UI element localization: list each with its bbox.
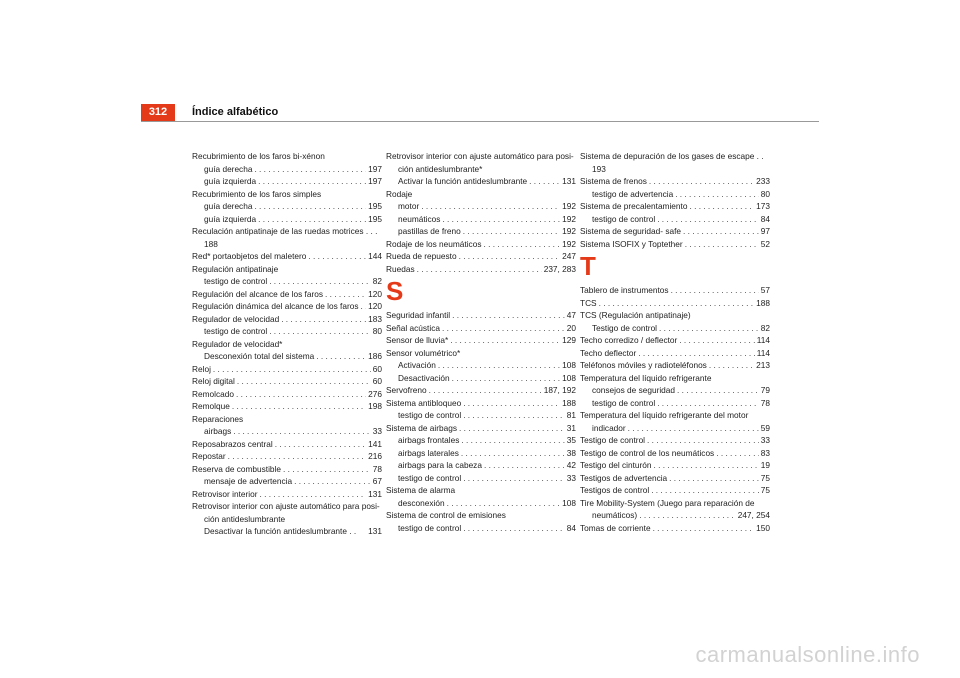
- page-reference: 31: [566, 422, 576, 433]
- leader-dots: [463, 225, 560, 238]
- index-heading: Recubrimiento de los faros simples: [192, 188, 322, 199]
- leader-dots: [325, 288, 366, 301]
- page-reference: 144: [368, 251, 382, 261]
- index-entry-label: guía derecha: [204, 201, 253, 211]
- leader-dots: [447, 497, 561, 510]
- index-entry-label: Reposabrazos central: [192, 438, 273, 449]
- index-entry-label: testigo de control: [592, 213, 656, 224]
- page-reference: 233: [756, 176, 770, 186]
- leader-dots: [659, 322, 759, 335]
- index-subentry: [192, 425, 382, 438]
- leader-dots: [649, 175, 754, 188]
- index-subentry: [192, 275, 382, 288]
- index-entry-label: Rodaje de los neumáticos: [386, 238, 482, 249]
- page-reference: 35: [566, 435, 576, 445]
- page-reference: 81: [566, 410, 576, 420]
- leader-dots: [463, 522, 565, 535]
- index-entry-label: Red* portaobjetos del maletero: [192, 251, 307, 261]
- page-reference: 150: [756, 522, 770, 533]
- index-subentry: [386, 434, 576, 447]
- index-heading: Sensor volumétrico*: [386, 347, 461, 358]
- leader-dots: [228, 450, 366, 463]
- page-reference: 131: [368, 488, 382, 499]
- index-entry: [192, 300, 382, 313]
- page-reference: 33: [760, 435, 770, 445]
- index-entry: [192, 400, 382, 413]
- leader-dots: [599, 297, 755, 310]
- page-reference: 186: [368, 351, 382, 361]
- page-reference: 84: [760, 213, 770, 224]
- index-entry-label: Sistema antibloqueo: [386, 397, 462, 408]
- page-title: Índice alfabético: [192, 106, 279, 118]
- leader-dots: [647, 434, 759, 447]
- page-reference: 60: [372, 363, 382, 374]
- page-reference: 78: [760, 397, 770, 408]
- index-entry-label: guía izquierda: [204, 213, 257, 224]
- index-entry-label: airbags laterales: [398, 447, 459, 458]
- page-reference: 67: [372, 476, 382, 486]
- leader-dots: [442, 213, 560, 226]
- page-reference: 84: [566, 522, 576, 533]
- index-entry: [192, 500, 382, 525]
- page-reference: 192: [562, 238, 576, 249]
- index-entry-label: Retrovisor interior con ajuste automático para posi-: [386, 151, 574, 161]
- leader-dots: [671, 284, 759, 297]
- index-subentry: [386, 459, 576, 472]
- leader-dots: [677, 384, 759, 397]
- index-entry-label: Sistema de frenos: [580, 176, 647, 186]
- index-entry-label: Seguridad infantil: [386, 310, 451, 320]
- leader-dots: [653, 522, 755, 535]
- page-reference: 19: [760, 460, 770, 470]
- page-reference: 82: [760, 322, 770, 333]
- leader-dots: [639, 509, 736, 522]
- page-reference: 52: [760, 238, 770, 249]
- index-entry: [192, 363, 382, 376]
- leader-dots: [463, 409, 565, 422]
- leader-dots: [628, 422, 759, 435]
- leader-dots: [484, 459, 565, 472]
- leader-dots: [417, 263, 542, 276]
- index-entry: [580, 150, 770, 175]
- index-entry-label: consejos de seguridad: [592, 385, 676, 395]
- index-entry-label: Techo corredizo / deflector: [580, 335, 678, 345]
- index-entry: [580, 347, 770, 360]
- leader-dots: [308, 250, 366, 263]
- index-subentry: [386, 447, 576, 460]
- index-entry-label: Repostar: [192, 451, 226, 461]
- index-entry-continuation: [580, 509, 770, 522]
- index-entry: [192, 463, 382, 476]
- index-subentry: [192, 175, 382, 188]
- page-reference: 213: [756, 360, 770, 370]
- index-entry-label: testigo de control: [398, 472, 462, 483]
- leader-dots: [254, 163, 366, 176]
- index-entry-continuation: 193: [592, 163, 606, 174]
- index-entry: [580, 334, 770, 347]
- leader-dots: [529, 175, 560, 188]
- index-entry-label: Sistema de precalentamiento: [580, 201, 688, 211]
- index-entry-label: mensaje de advertencia: [204, 476, 293, 486]
- index-subentry: [192, 163, 382, 176]
- index-entry: [386, 384, 576, 397]
- index-entry: [192, 488, 382, 501]
- index-entry: [580, 359, 770, 372]
- index-subentry: [580, 397, 770, 410]
- index-entry: [386, 397, 576, 410]
- index-entry: [580, 459, 770, 472]
- index-entry-label: Reloj: [192, 363, 211, 374]
- page-reference: 131: [562, 176, 576, 186]
- page-reference: 108: [562, 497, 576, 508]
- index-entry-label: Tomas de corriente: [580, 522, 651, 533]
- index-entry: [192, 388, 382, 401]
- index-entry: [580, 297, 770, 310]
- index-subentry: [386, 409, 576, 422]
- page-reference: 60: [372, 376, 382, 386]
- index-column-3: [580, 150, 770, 534]
- page-reference: 216: [368, 451, 382, 461]
- leader-dots: [669, 472, 759, 485]
- watermark: carmanualsonline.info: [695, 642, 920, 667]
- leader-dots: [463, 472, 565, 485]
- leader-dots: [657, 213, 759, 226]
- page-reference: 79: [760, 385, 770, 395]
- page-reference: 42: [566, 460, 576, 470]
- leader-dots: [269, 275, 371, 288]
- page-reference: 129: [562, 335, 576, 345]
- leader-dots: [442, 322, 565, 335]
- index-entry-label: guía derecha: [204, 163, 253, 174]
- index-subentry: [386, 359, 576, 372]
- index-entry-label: Testigo del cinturón: [580, 460, 652, 470]
- index-entry: [386, 150, 576, 175]
- index-entry-label: Desconexión total del sistema: [204, 351, 315, 361]
- index-subentry: [386, 175, 576, 188]
- header-divider: [141, 121, 819, 122]
- page-reference: 80: [372, 326, 382, 336]
- index-subentry: [580, 213, 770, 226]
- index-entry: [192, 313, 382, 326]
- index-entry-label: Remolcado: [192, 388, 234, 399]
- leader-dots: [675, 188, 759, 201]
- page-number: 312: [141, 104, 175, 121]
- index-subentry: [386, 200, 576, 213]
- index-subentry: [386, 522, 576, 535]
- leader-dots: [236, 388, 366, 401]
- leader-dots: [294, 475, 371, 488]
- leader-dots: [461, 447, 565, 460]
- leader-dots: [689, 200, 754, 213]
- leader-dots: [685, 238, 759, 251]
- index-entry: [580, 472, 770, 485]
- index-entry: [386, 322, 576, 335]
- index-subentry: [386, 497, 576, 510]
- page-header: [0, 0, 960, 125]
- page-reference: 195: [368, 213, 382, 224]
- index-entry-label: Servofreno: [386, 385, 427, 395]
- index-entry-label: Reloj digital: [192, 376, 235, 386]
- index-heading: TCS (Regulación antipatinaje): [580, 310, 691, 320]
- index-subentry: [192, 525, 382, 538]
- leader-dots: [259, 488, 366, 501]
- page-reference: 120: [368, 288, 382, 299]
- index-entry-label: Testigo de control de los neumáticos: [580, 447, 715, 458]
- index-entry-label: Retrovisor interior: [192, 488, 258, 499]
- index-entry: [192, 225, 382, 250]
- index-entry-label: Regulación del alcance de los faros: [192, 288, 323, 299]
- index-entry: [580, 225, 770, 238]
- index-entry: [386, 309, 576, 322]
- index-subentry: [386, 225, 576, 238]
- index-heading: Sistema de control de emisiones: [386, 510, 506, 520]
- index-heading: Recubrimiento de los faros bi-xénon: [192, 151, 325, 161]
- index-entry-label: Ruedas: [386, 263, 415, 274]
- leader-dots: [258, 175, 366, 188]
- leader-dots: [258, 213, 366, 226]
- index-entry: [386, 422, 576, 435]
- leader-dots: [281, 313, 366, 326]
- page-reference: 78: [372, 463, 382, 474]
- page-reference: 120: [368, 301, 382, 311]
- index-entry-label: Remolque: [192, 401, 230, 411]
- page-reference: 108: [562, 372, 576, 383]
- leader-dots: [438, 359, 560, 372]
- leader-dots: [463, 397, 560, 410]
- index-subentry: [580, 322, 770, 335]
- leader-dots: [683, 225, 759, 238]
- section-letter: S: [386, 276, 404, 306]
- page-reference: 192: [562, 226, 576, 236]
- page-reference: 83: [760, 447, 770, 458]
- index-entry: [580, 434, 770, 447]
- page-reference: 20: [566, 322, 576, 333]
- index-entry-label: Tire Mobility-System (Juego para reparación de: [580, 497, 755, 508]
- page-reference: 187, 192: [543, 385, 576, 395]
- index-entry-label: Rueda de repuesto: [386, 251, 457, 261]
- leader-dots: [421, 200, 560, 213]
- index-heading: Sistema de alarma: [386, 485, 456, 495]
- index-heading: Regulador de velocidad*: [192, 338, 283, 349]
- index-entry-label: Activar la función antideslumbrante: [398, 176, 528, 186]
- index-entry-label: Activación: [398, 360, 436, 370]
- page-reference: 82: [372, 276, 382, 286]
- index-entry-label: Regulación dinámica del alcance de los faros: [192, 301, 359, 311]
- index-subentry: [386, 372, 576, 385]
- index-entry: [192, 375, 382, 388]
- index-entry-label: Reserva de combustible: [192, 463, 282, 474]
- index-entry: [386, 238, 576, 251]
- page-reference: 131: [368, 526, 382, 536]
- page-reference: 192: [562, 213, 576, 224]
- page-reference: 75: [760, 485, 770, 495]
- leader-dots: [461, 434, 564, 447]
- index-entry-label: Techo deflector: [580, 347, 637, 358]
- index-entry-label: Teléfonos móviles y radioteléfonos: [580, 360, 707, 370]
- index-subentry: [192, 200, 382, 213]
- page-reference: 75: [760, 472, 770, 483]
- index-subentry: [580, 188, 770, 201]
- index-heading: Temperatura del líquido refrigerante: [580, 372, 712, 383]
- leader-dots: [232, 400, 366, 413]
- leader-dots: [651, 484, 759, 497]
- page-reference: 141: [368, 438, 382, 449]
- index-entry-continuation: ción antideslumbrante: [204, 513, 286, 524]
- index-subentry: [192, 350, 382, 363]
- page-reference: 276: [368, 388, 382, 399]
- index-entry-continuation: 188: [204, 238, 218, 249]
- index-entry: [580, 522, 770, 535]
- leader-dots: [679, 334, 754, 347]
- index-entry: [386, 250, 576, 263]
- index-entry-label: guía izquierda: [204, 176, 257, 186]
- index-subentry: [580, 422, 770, 435]
- leader-dots: [450, 334, 560, 347]
- page-reference: 237, 283: [543, 263, 576, 274]
- index-subentry: [192, 475, 382, 488]
- index-heading: Temperatura del líquido refrigerante del motor: [580, 410, 749, 420]
- index-subentry: [192, 213, 382, 226]
- index-entry-label: desconexión: [398, 497, 445, 508]
- index-column-2: [386, 150, 576, 534]
- leader-dots: [429, 384, 542, 397]
- index-column-1: [192, 150, 382, 538]
- index-subentry: [386, 213, 576, 226]
- index-entry-label: Sensor de lluvia*: [386, 335, 449, 345]
- index-entry-label: Desactivar la función antideslumbrante . .: [204, 526, 357, 536]
- index-entry-label: airbags para la cabeza: [398, 460, 482, 470]
- leader-dots: [233, 425, 371, 438]
- page-reference: 173: [756, 201, 770, 211]
- index-entry: [580, 200, 770, 213]
- leader-dots: [254, 200, 366, 213]
- index-entry-label: testigo de control: [204, 326, 268, 336]
- index-entry-label: airbags: [204, 426, 232, 436]
- leader-dots: [361, 300, 367, 313]
- leader-dots: [316, 350, 366, 363]
- leader-dots: [275, 438, 366, 451]
- page-reference: 197: [368, 163, 382, 174]
- leader-dots: [283, 463, 371, 476]
- page-reference: 97: [760, 226, 770, 236]
- index-entry: [580, 175, 770, 188]
- index-entry-label: Regulador de velocidad: [192, 313, 280, 324]
- leader-dots: [237, 375, 371, 388]
- index-subentry: [580, 384, 770, 397]
- page-reference: 114: [756, 335, 770, 345]
- leader-dots: [709, 359, 754, 372]
- leader-dots: [452, 372, 561, 385]
- leader-dots: [213, 363, 371, 376]
- page-reference: 38: [566, 447, 576, 458]
- page-reference: 33: [372, 426, 382, 436]
- index-heading: Reparaciones: [192, 413, 244, 424]
- index-entry-label: Sistema de depuración de los gases de escape . .: [580, 151, 764, 161]
- page-reference: 197: [368, 176, 382, 186]
- page-reference: 57: [760, 285, 770, 295]
- index-heading: Rodaje: [386, 188, 413, 199]
- page-reference: 195: [368, 201, 382, 211]
- index-entry-label: testigo de control: [592, 397, 656, 408]
- index-entry-label: Desactivación: [398, 372, 450, 383]
- index-entry-label: indicador: [592, 422, 626, 433]
- index-entry-label: Sistema de seguridad- safe: [580, 226, 682, 236]
- page-reference: 108: [562, 360, 576, 370]
- page-reference: 183: [368, 313, 382, 324]
- leader-dots: [654, 459, 759, 472]
- page-reference: 198: [368, 401, 382, 411]
- index-entry: [386, 263, 576, 276]
- index-entry-label: pastillas de freno: [398, 226, 461, 236]
- leader-dots: [638, 347, 754, 360]
- index-entry-label: airbags frontales: [398, 435, 460, 445]
- index-entry-continuation: ción antideslumbrante*: [398, 163, 483, 174]
- index-entry-label: Sistema de airbags: [386, 422, 458, 433]
- index-entry: [386, 334, 576, 347]
- leader-dots: [459, 422, 565, 435]
- index-entry: [580, 484, 770, 497]
- index-entry-label: TCS: [580, 297, 597, 308]
- page-reference: 33: [566, 472, 576, 483]
- index-entry-label: neumáticos): [592, 510, 638, 520]
- index-entry-label: Sistema ISOFIX y Toptether: [580, 238, 683, 249]
- leader-dots: [452, 309, 565, 322]
- index-entry: [580, 497, 770, 522]
- index-entry-label: Testigos de control: [580, 485, 650, 495]
- index-entry: [192, 450, 382, 463]
- index-entry-label: testigo de control: [398, 410, 462, 420]
- index-entry-label: testigo de control: [204, 276, 268, 286]
- index-entry: [192, 250, 382, 263]
- index-entry-label: Reculación antipatinaje de las ruedas motrices . . .: [192, 226, 378, 236]
- index-entry-label: motor: [398, 201, 420, 211]
- index-entry: [580, 284, 770, 297]
- leader-dots: [269, 325, 371, 338]
- leader-dots: [657, 397, 759, 410]
- page-reference: 59: [760, 422, 770, 433]
- index-entry: [192, 438, 382, 451]
- section-letter: T: [580, 251, 596, 281]
- index-entry-label: testigo de advertencia: [592, 188, 674, 199]
- index-entry: [580, 447, 770, 460]
- leader-dots: [716, 447, 759, 460]
- leader-dots: [483, 238, 560, 251]
- page-reference: 188: [756, 297, 770, 308]
- index-entry: [580, 238, 770, 251]
- index-entry-label: Testigo de control: [580, 435, 646, 445]
- leader-dots: [459, 250, 561, 263]
- index-entry-label: testigo de control: [398, 522, 462, 533]
- page-reference: 114: [756, 347, 770, 358]
- index-entry-label: Testigos de advertencia: [580, 472, 668, 483]
- index-subentry: [386, 472, 576, 485]
- index-heading: Regulación antipatinaje: [192, 263, 279, 274]
- page-reference: 47: [566, 310, 576, 320]
- index-subentry: [192, 325, 382, 338]
- index-entry-label: Tablero de instrumentos: [580, 285, 669, 295]
- index-entry-label: Retrovisor interior con ajuste automático para posi-: [192, 501, 380, 511]
- index-entry: [192, 288, 382, 301]
- index-entry-label: Señal acústica: [386, 322, 440, 333]
- page-reference: 247, 254: [737, 510, 770, 520]
- page-reference: 80: [760, 188, 770, 199]
- page-reference: 247: [562, 251, 576, 261]
- page-reference: 192: [562, 201, 576, 211]
- index-entry-label: Testigo de control: [592, 322, 658, 333]
- page-reference: 188: [562, 397, 576, 408]
- index-entry-label: neumáticos: [398, 213, 441, 224]
